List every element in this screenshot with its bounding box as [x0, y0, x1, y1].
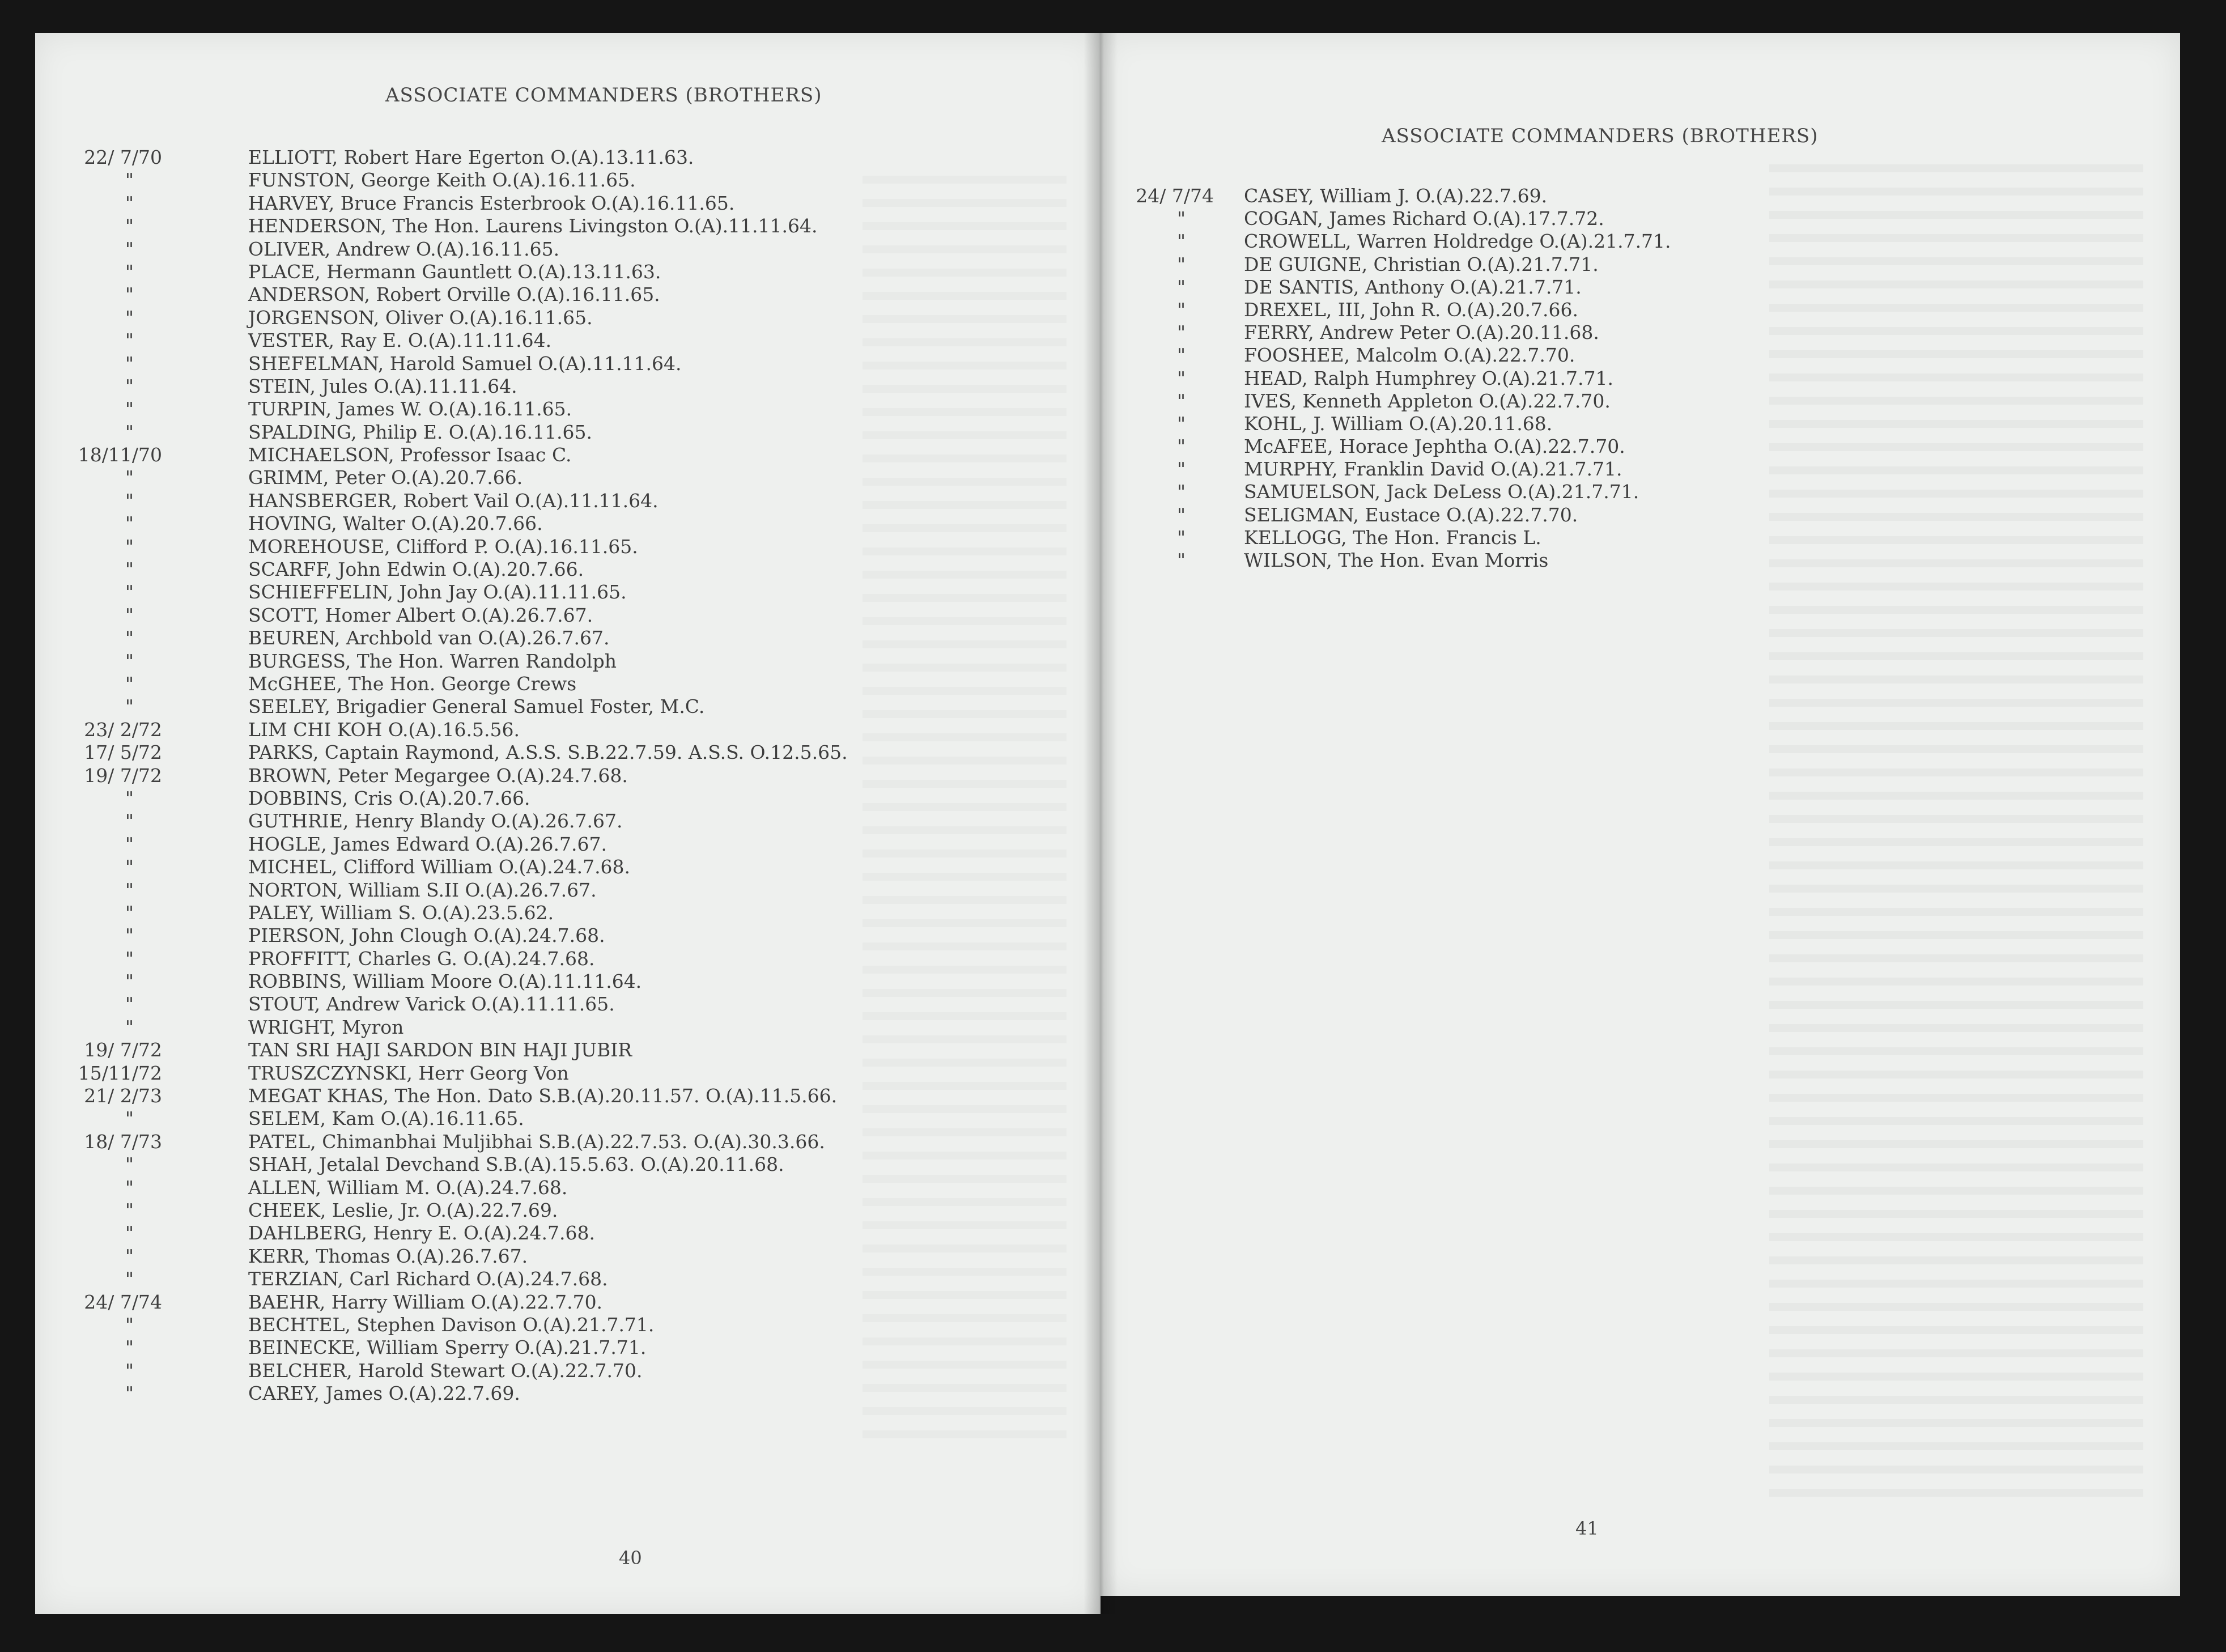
ditto-mark: ": [125, 1359, 134, 1382]
ditto-mark: ": [1176, 275, 1186, 298]
left-page: [35, 33, 1101, 1614]
ditto-mark: ": [125, 627, 134, 649]
right-page-heading: ASSOCIATE COMMANDERS (BROTHERS): [1382, 125, 1819, 147]
entry-name: KELLOGG, The Hon. Francis L.: [1244, 526, 1541, 549]
left-page-number: 40: [619, 1547, 642, 1569]
entry-name: MICHAELSON, Professor Isaac C.: [248, 444, 572, 466]
entry-date: 23/ 2/72: [84, 718, 162, 741]
entry-name: CAREY, James O.(A).22.7.69.: [248, 1382, 520, 1405]
entry-name: LIM CHI KOH O.(A).16.5.56.: [248, 718, 520, 741]
ditto-mark: ": [1176, 481, 1186, 503]
entry-name: FOOSHEE, Malcolm O.(A).22.7.70.: [1244, 344, 1575, 367]
entry-name: OLIVER, Andrew O.(A).16.11.65.: [248, 237, 560, 260]
ditto-mark: ": [125, 306, 134, 329]
entry-name: SHAH, Jetalal Devchand S.B.(A).15.5.63. O.(A).20.11.68.: [248, 1153, 784, 1176]
ditto-mark: ": [125, 1199, 134, 1221]
show-through-texture: [863, 163, 1067, 1444]
ditto-mark: ": [125, 833, 134, 855]
entry-name: SCOTT, Homer Albert O.(A).26.7.67.: [248, 604, 593, 626]
ditto-mark: ": [125, 604, 134, 626]
entry-name: STEIN, Jules O.(A).11.11.64.: [248, 375, 517, 397]
ditto-mark: ": [125, 398, 134, 421]
entry-name: GUTHRIE, Henry Blandy O.(A).26.7.67.: [248, 810, 623, 833]
entry-name: STOUT, Andrew Varick O.(A).11.11.65.: [248, 993, 615, 1016]
ditto-mark: ": [125, 1382, 134, 1405]
ditto-mark: ": [125, 375, 134, 397]
entry-name: McGHEE, The Hon. George Crews: [248, 672, 577, 695]
entry-name: DREXEL, III, John R. O.(A).20.7.66.: [1244, 298, 1579, 321]
entry-name: FUNSTON, George Keith O.(A).16.11.65.: [248, 169, 636, 192]
ditto-mark: ": [125, 993, 134, 1016]
entry-name: DOBBINS, Cris O.(A).20.7.66.: [248, 787, 530, 809]
entry-name: BROWN, Peter Megargee O.(A).24.7.68.: [248, 764, 628, 787]
ditto-mark: ": [125, 901, 134, 924]
entry-name: DE GUIGNE, Christian O.(A).21.7.71.: [1244, 253, 1599, 275]
ditto-mark: ": [1176, 435, 1186, 458]
entry-name: CASEY, William J. O.(A).22.7.69.: [1244, 185, 1548, 207]
ditto-mark: ": [125, 283, 134, 306]
entry-name: PARKS, Captain Raymond, A.S.S. S.B.22.7.59. A.S.S. O.12.5.65.: [248, 741, 848, 764]
ditto-mark: ": [125, 512, 134, 535]
entry-name: KOHL, J. William O.(A).20.11.68.: [1244, 412, 1553, 435]
entry-name: BAEHR, Harry William O.(A).22.7.70.: [248, 1290, 603, 1313]
entry-name: ANDERSON, Robert Orville O.(A).16.11.65.: [248, 283, 660, 306]
entry-name: NORTON, William S.II O.(A).26.7.67.: [248, 878, 597, 901]
ditto-mark: ": [125, 649, 134, 672]
entry-name: TERZIAN, Carl Richard O.(A).24.7.68.: [248, 1268, 608, 1290]
entry-name: PROFFITT, Charles G. O.(A).24.7.68.: [248, 947, 595, 970]
entry-name: TAN SRI HAJI SARDON BIN HAJI JUBIR: [248, 1039, 632, 1061]
ditto-mark: ": [125, 169, 134, 192]
entry-date: 24/ 7/74: [1136, 185, 1214, 207]
entry-name: HOGLE, James Edward O.(A).26.7.67.: [248, 833, 607, 855]
entry-name: ROBBINS, William Moore O.(A).11.11.64.: [248, 970, 642, 993]
entry-name: BEUREN, Archbold van O.(A).26.7.67.: [248, 627, 610, 649]
entry-name: BECHTEL, Stephen Davison O.(A).21.7.71.: [248, 1313, 655, 1336]
entry-name: SELEM, Kam O.(A).16.11.65.: [248, 1107, 524, 1130]
ditto-mark: ": [1176, 344, 1186, 367]
entry-date: 18/11/70: [78, 444, 162, 466]
ditto-mark: ": [125, 1268, 134, 1290]
entry-name: DE SANTIS, Anthony O.(A).21.7.71.: [1244, 275, 1582, 298]
entry-date: 17/ 5/72: [84, 741, 162, 764]
ditto-mark: ": [125, 466, 134, 489]
entry-name: VESTER, Ray E. O.(A).11.11.64.: [248, 329, 552, 352]
entry-name: BURGESS, The Hon. Warren Randolph: [248, 649, 617, 672]
show-through-texture: [1769, 152, 2143, 1501]
ditto-mark: ": [1176, 321, 1186, 344]
ditto-mark: ": [125, 856, 134, 878]
ditto-mark: ": [125, 810, 134, 833]
ditto-mark: ": [1176, 367, 1186, 389]
entry-name: CROWELL, Warren Holdredge O.(A).21.7.71.: [1244, 230, 1671, 253]
ditto-mark: ": [125, 329, 134, 352]
entry-name: DAHLBERG, Henry E. O.(A).24.7.68.: [248, 1222, 595, 1245]
ditto-mark: ": [125, 1016, 134, 1038]
ditto-mark: ": [125, 1107, 134, 1130]
ditto-mark: ": [125, 489, 134, 512]
entry-name: HANSBERGER, Robert Vail O.(A).11.11.64.: [248, 489, 659, 512]
entry-name: WILSON, The Hon. Evan Morris: [1244, 549, 1549, 571]
ditto-mark: ": [125, 1176, 134, 1199]
ditto-mark: ": [125, 1313, 134, 1336]
entry-name: KERR, Thomas O.(A).26.7.67.: [248, 1245, 528, 1267]
ditto-mark: ": [125, 947, 134, 970]
ditto-mark: ": [125, 924, 134, 947]
entry-name: CHEEK, Leslie, Jr. O.(A).22.7.69.: [248, 1199, 558, 1221]
ditto-mark: ": [125, 581, 134, 604]
entry-date: 19/ 7/72: [84, 1039, 162, 1061]
entry-date: 22/ 7/70: [84, 146, 162, 168]
entry-name: SAMUELSON, Jack DeLess O.(A).21.7.71.: [1244, 481, 1639, 503]
ditto-mark: ": [1176, 253, 1186, 275]
ditto-mark: ": [1176, 526, 1186, 549]
ditto-mark: ": [125, 421, 134, 443]
ditto-mark: ": [125, 1222, 134, 1245]
ditto-mark: ": [125, 1153, 134, 1176]
ditto-mark: ": [1176, 298, 1186, 321]
entry-name: HARVEY, Bruce Francis Esterbrook O.(A).16.11.65.: [248, 192, 735, 214]
ditto-mark: ": [1176, 207, 1186, 230]
right-page: [1101, 33, 2180, 1596]
ditto-mark: ": [125, 878, 134, 901]
entry-name: SCARFF, John Edwin O.(A).20.7.66.: [248, 558, 584, 581]
ditto-mark: ": [125, 695, 134, 718]
entry-name: HOVING, Walter O.(A).20.7.66.: [248, 512, 543, 535]
ditto-mark: ": [125, 237, 134, 260]
entry-name: COGAN, James Richard O.(A).17.7.72.: [1244, 207, 1604, 230]
ditto-mark: ": [125, 558, 134, 581]
ditto-mark: ": [125, 787, 134, 809]
entry-name: MOREHOUSE, Clifford P. O.(A).16.11.65.: [248, 535, 638, 558]
entry-name: PLACE, Hermann Gauntlett O.(A).13.11.63.: [248, 260, 661, 283]
entry-name: MEGAT KHAS, The Hon. Dato S.B.(A).20.11.57. O.(A).11.5.66.: [248, 1085, 838, 1107]
entry-name: SELIGMAN, Eustace O.(A).22.7.70.: [1244, 503, 1578, 526]
entry-name: BELCHER, Harold Stewart O.(A).22.7.70.: [248, 1359, 643, 1382]
ditto-mark: ": [125, 672, 134, 695]
ditto-mark: ": [1176, 549, 1186, 571]
entry-name: PATEL, Chimanbhai Muljibhai S.B.(A).22.7.53. O.(A).30.3.66.: [248, 1130, 825, 1153]
entry-date: 24/ 7/74: [84, 1290, 162, 1313]
ditto-mark: ": [125, 192, 134, 214]
ditto-mark: ": [125, 260, 134, 283]
entry-name: MICHEL, Clifford William O.(A).24.7.68.: [248, 856, 631, 878]
entry-name: JORGENSON, Oliver O.(A).16.11.65.: [248, 306, 593, 329]
ditto-mark: ": [125, 970, 134, 993]
ditto-mark: ": [125, 352, 134, 375]
ditto-mark: ": [125, 1336, 134, 1359]
entry-name: SCHIEFFELIN, John Jay O.(A).11.11.65.: [248, 581, 627, 604]
entry-date: 15/11/72: [78, 1061, 162, 1084]
entry-name: SHEFELMAN, Harold Samuel O.(A).11.11.64.: [248, 352, 682, 375]
entry-name: HEAD, Ralph Humphrey O.(A).21.7.71.: [1244, 367, 1613, 389]
entry-name: IVES, Kenneth Appleton O.(A).22.7.70.: [1244, 389, 1611, 412]
entry-date: 21/ 2/73: [84, 1085, 162, 1107]
entry-name: MURPHY, Franklin David O.(A).21.7.71.: [1244, 458, 1622, 481]
entry-name: TRUSZCZYNSKI, Herr Georg Von: [248, 1061, 569, 1084]
entry-name: SEELEY, Brigadier General Samuel Foster, M.C.: [248, 695, 705, 718]
ditto-mark: ": [1176, 503, 1186, 526]
ditto-mark: ": [1176, 389, 1186, 412]
entry-name: ALLEN, William M. O.(A).24.7.68.: [248, 1176, 568, 1199]
entry-name: SPALDING, Philip E. O.(A).16.11.65.: [248, 421, 592, 443]
entry-name: PIERSON, John Clough O.(A).24.7.68.: [248, 924, 605, 947]
entry-name: McAFEE, Horace Jephtha O.(A).22.7.70.: [1244, 435, 1625, 458]
entry-name: FERRY, Andrew Peter O.(A).20.11.68.: [1244, 321, 1599, 344]
entry-name: ELLIOTT, Robert Hare Egerton O.(A).13.11.63.: [248, 146, 694, 168]
ditto-mark: ": [125, 535, 134, 558]
entry-date: 19/ 7/72: [84, 764, 162, 787]
ditto-mark: ": [125, 215, 134, 237]
ditto-mark: ": [1176, 458, 1186, 481]
left-page-heading: ASSOCIATE COMMANDERS (BROTHERS): [385, 84, 822, 107]
entry-name: GRIMM, Peter O.(A).20.7.66.: [248, 466, 523, 489]
ditto-mark: ": [1176, 230, 1186, 253]
entry-name: PALEY, William S. O.(A).23.5.62.: [248, 901, 554, 924]
ditto-mark: ": [125, 1245, 134, 1267]
entry-name: BEINECKE, William Sperry O.(A).21.7.71.: [248, 1336, 647, 1359]
entry-name: TURPIN, James W. O.(A).16.11.65.: [248, 398, 572, 421]
ditto-mark: ": [1176, 412, 1186, 435]
entry-name: WRIGHT, Myron: [248, 1016, 404, 1038]
entry-name: HENDERSON, The Hon. Laurens Livingston O.(A).11.11.64.: [248, 215, 818, 237]
right-page-number: 41: [1575, 1518, 1599, 1539]
entry-date: 18/ 7/73: [84, 1130, 162, 1153]
